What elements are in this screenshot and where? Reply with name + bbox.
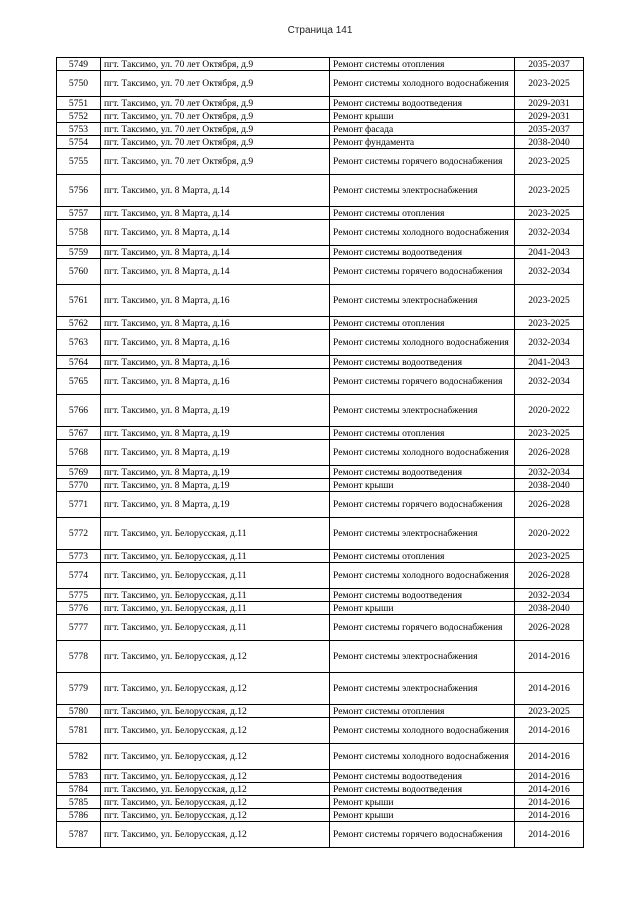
row-period: 2023-2025: [515, 149, 584, 175]
row-work-type: Ремонт системы водоотведения: [330, 466, 515, 479]
table-row: [57, 97, 584, 110]
row-work-type: Ремонт системы электроснабжения: [330, 673, 515, 705]
row-work-type: Ремонт системы водоотведения: [330, 97, 515, 110]
row-period: 2014-2016: [515, 796, 584, 809]
row-work-type: Ремонт системы горячего водоснабжения: [330, 822, 515, 848]
row-work-type: Ремонт системы горячего водоснабжения: [330, 259, 515, 285]
table-row: [57, 220, 584, 246]
row-work-type: Ремонт крыши: [330, 809, 515, 822]
row-number: 5749: [57, 58, 101, 71]
row-address: пгт. Таксимо, ул. Белорусская, д.12: [101, 673, 330, 705]
row-work-type: Ремонт системы холодного водоснабжения: [330, 330, 515, 356]
row-number: 5782: [57, 744, 101, 770]
row-address: пгт. Таксимо, ул. Белорусская, д.11: [101, 518, 330, 550]
row-number: 5783: [57, 770, 101, 783]
row-period: 2029-2031: [515, 110, 584, 123]
row-work-type: Ремонт системы отопления: [330, 427, 515, 440]
table-row: [57, 369, 584, 395]
row-period: 2014-2016: [515, 641, 584, 673]
row-number: 5768: [57, 440, 101, 466]
row-number: 5751: [57, 97, 101, 110]
table-row: [57, 58, 584, 71]
table-row: [57, 518, 584, 550]
row-address: пгт. Таксимо, ул. 8 Марта, д.16: [101, 369, 330, 395]
row-number: 5774: [57, 563, 101, 589]
row-number: 5750: [57, 71, 101, 97]
table-row: [57, 330, 584, 356]
row-number: 5776: [57, 602, 101, 615]
row-address: пгт. Таксимо, ул. Белорусская, д.11: [101, 615, 330, 641]
row-address: пгт. Таксимо, ул. Белорусская, д.12: [101, 809, 330, 822]
row-number: 5762: [57, 317, 101, 330]
row-period: 2023-2025: [515, 550, 584, 563]
row-work-type: Ремонт системы горячего водоснабжения: [330, 615, 515, 641]
row-address: пгт. Таксимо, ул. 8 Марта, д.19: [101, 427, 330, 440]
page-header: Страница 141: [287, 25, 353, 36]
row-number: 5784: [57, 783, 101, 796]
row-number: 5770: [57, 479, 101, 492]
row-work-type: Ремонт системы горячего водоснабжения: [330, 492, 515, 518]
row-address: пгт. Таксимо, ул. 8 Марта, д.19: [101, 395, 330, 427]
row-number: 5780: [57, 705, 101, 718]
row-period: 2014-2016: [515, 809, 584, 822]
row-number: 5753: [57, 123, 101, 136]
row-address: пгт. Таксимо, ул. Белорусская, д.11: [101, 602, 330, 615]
table-row: [57, 440, 584, 466]
row-work-type: Ремонт крыши: [330, 110, 515, 123]
table-row: [57, 563, 584, 589]
row-period: 2023-2025: [515, 285, 584, 317]
table-row: [57, 718, 584, 744]
row-period: 2038-2040: [515, 479, 584, 492]
row-period: 2026-2028: [515, 492, 584, 518]
table-row: [57, 783, 584, 796]
table-row: [57, 136, 584, 149]
row-work-type: Ремонт системы электроснабжения: [330, 641, 515, 673]
row-work-type: Ремонт системы холодного водоснабжения: [330, 718, 515, 744]
table-row: [57, 110, 584, 123]
row-number: 5765: [57, 369, 101, 395]
row-address: пгт. Таксимо, ул. 70 лет Октября, д.9: [101, 97, 330, 110]
row-address: пгт. Таксимо, ул. 8 Марта, д.16: [101, 285, 330, 317]
row-period: 2026-2028: [515, 563, 584, 589]
row-period: 2032-2034: [515, 259, 584, 285]
row-number: 5754: [57, 136, 101, 149]
row-period: 2029-2031: [515, 97, 584, 110]
row-number: 5755: [57, 149, 101, 175]
table-row: [57, 317, 584, 330]
row-number: 5773: [57, 550, 101, 563]
row-work-type: Ремонт крыши: [330, 479, 515, 492]
row-work-type: Ремонт системы водоотведения: [330, 356, 515, 369]
table-row: [57, 641, 584, 673]
row-period: 2041-2043: [515, 246, 584, 259]
row-number: 5777: [57, 615, 101, 641]
row-period: 2020-2022: [515, 395, 584, 427]
row-work-type: Ремонт системы холодного водоснабжения: [330, 744, 515, 770]
row-work-type: Ремонт системы отопления: [330, 207, 515, 220]
row-address: пгт. Таксимо, ул. 8 Марта, д.19: [101, 466, 330, 479]
row-address: пгт. Таксимо, ул. 70 лет Октября, д.9: [101, 58, 330, 71]
row-number: 5779: [57, 673, 101, 705]
row-work-type: Ремонт системы электроснабжения: [330, 285, 515, 317]
row-address: пгт. Таксимо, ул. 70 лет Октября, д.9: [101, 136, 330, 149]
row-address: пгт. Таксимо, ул. 8 Марта, д.19: [101, 492, 330, 518]
row-number: 5775: [57, 589, 101, 602]
table-row: [57, 492, 584, 518]
table-row: [57, 246, 584, 259]
row-address: пгт. Таксимо, ул. 8 Марта, д.14: [101, 175, 330, 207]
row-address: пгт. Таксимо, ул. 8 Марта, д.16: [101, 317, 330, 330]
row-period: 2014-2016: [515, 783, 584, 796]
row-work-type: Ремонт системы холодного водоснабжения: [330, 71, 515, 97]
row-address: пгт. Таксимо, ул. 8 Марта, д.14: [101, 259, 330, 285]
table-body: [57, 58, 584, 848]
row-number: 5760: [57, 259, 101, 285]
row-address: пгт. Таксимо, ул. 70 лет Октября, д.9: [101, 110, 330, 123]
row-number: 5763: [57, 330, 101, 356]
row-period: 2014-2016: [515, 744, 584, 770]
row-number: 5785: [57, 796, 101, 809]
row-address: пгт. Таксимо, ул. 70 лет Октября, д.9: [101, 123, 330, 136]
row-work-type: Ремонт системы водоотведения: [330, 770, 515, 783]
row-address: пгт. Таксимо, ул. 70 лет Октября, д.9: [101, 71, 330, 97]
row-address: пгт. Таксимо, ул. Белорусская, д.11: [101, 563, 330, 589]
row-number: 5772: [57, 518, 101, 550]
row-number: 5759: [57, 246, 101, 259]
row-work-type: Ремонт системы холодного водоснабжения: [330, 440, 515, 466]
row-period: 2032-2034: [515, 220, 584, 246]
row-number: 5757: [57, 207, 101, 220]
row-address: пгт. Таксимо, ул. 70 лет Октября, д.9: [101, 149, 330, 175]
row-work-type: Ремонт системы отопления: [330, 550, 515, 563]
row-address: пгт. Таксимо, ул. 8 Марта, д.19: [101, 440, 330, 466]
row-work-type: Ремонт системы горячего водоснабжения: [330, 369, 515, 395]
row-period: 2032-2034: [515, 466, 584, 479]
row-work-type: Ремонт системы водоотведения: [330, 246, 515, 259]
row-number: 5761: [57, 285, 101, 317]
row-address: пгт. Таксимо, ул. 8 Марта, д.14: [101, 220, 330, 246]
table-row: [57, 615, 584, 641]
table-row: [57, 809, 584, 822]
table-row: [57, 744, 584, 770]
row-period: 2023-2025: [515, 207, 584, 220]
row-number: 5778: [57, 641, 101, 673]
row-number: 5756: [57, 175, 101, 207]
row-work-type: Ремонт системы водоотведения: [330, 783, 515, 796]
row-period: 2023-2025: [515, 175, 584, 207]
row-period: 2026-2028: [515, 615, 584, 641]
row-work-type: Ремонт системы электроснабжения: [330, 518, 515, 550]
row-period: 2014-2016: [515, 770, 584, 783]
table-row: [57, 71, 584, 97]
row-number: 5786: [57, 809, 101, 822]
row-address: пгт. Таксимо, ул. Белорусская, д.12: [101, 744, 330, 770]
row-address: пгт. Таксимо, ул. Белорусская, д.11: [101, 589, 330, 602]
table-row: [57, 356, 584, 369]
row-period: 2032-2034: [515, 369, 584, 395]
table-row: [57, 589, 584, 602]
row-period: 2023-2025: [515, 705, 584, 718]
row-period: 2014-2016: [515, 718, 584, 744]
row-work-type: Ремонт системы отопления: [330, 705, 515, 718]
row-address: пгт. Таксимо, ул. Белорусская, д.12: [101, 796, 330, 809]
row-number: 5758: [57, 220, 101, 246]
row-number: 5766: [57, 395, 101, 427]
table-row: [57, 479, 584, 492]
table-row: [57, 285, 584, 317]
table-row: [57, 770, 584, 783]
table-row: [57, 259, 584, 285]
row-number: 5771: [57, 492, 101, 518]
row-work-type: Ремонт фундамента: [330, 136, 515, 149]
row-period: 2023-2025: [515, 427, 584, 440]
row-address: пгт. Таксимо, ул. Белорусская, д.12: [101, 705, 330, 718]
row-number: 5764: [57, 356, 101, 369]
row-period: 2023-2025: [515, 317, 584, 330]
row-address: пгт. Таксимо, ул. Белорусская, д.11: [101, 550, 330, 563]
row-address: пгт. Таксимо, ул. Белорусская, д.12: [101, 718, 330, 744]
row-period: 2014-2016: [515, 822, 584, 848]
table-row: [57, 673, 584, 705]
row-period: 2032-2034: [515, 589, 584, 602]
row-work-type: Ремонт системы электроснабжения: [330, 395, 515, 427]
row-work-type: Ремонт системы отопления: [330, 317, 515, 330]
table-row: [57, 175, 584, 207]
row-address: пгт. Таксимо, ул. 8 Марта, д.14: [101, 246, 330, 259]
row-number: 5769: [57, 466, 101, 479]
row-period: 2023-2025: [515, 71, 584, 97]
row-number: 5787: [57, 822, 101, 848]
table-row: [57, 427, 584, 440]
row-period: 2038-2040: [515, 602, 584, 615]
row-work-type: Ремонт системы водоотведения: [330, 589, 515, 602]
row-address: пгт. Таксимо, ул. 8 Марта, д.19: [101, 479, 330, 492]
row-work-type: Ремонт крыши: [330, 602, 515, 615]
row-work-type: Ремонт фасада: [330, 123, 515, 136]
row-work-type: Ремонт системы холодного водоснабжения: [330, 220, 515, 246]
row-address: пгт. Таксимо, ул. 8 Марта, д.16: [101, 330, 330, 356]
row-address: пгт. Таксимо, ул. Белорусская, д.12: [101, 822, 330, 848]
row-work-type: Ремонт системы горячего водоснабжения: [330, 149, 515, 175]
row-work-type: Ремонт крыши: [330, 796, 515, 809]
row-period: 2026-2028: [515, 440, 584, 466]
table-row: [57, 395, 584, 427]
row-period: 2020-2022: [515, 518, 584, 550]
table-row: [57, 602, 584, 615]
row-period: 2014-2016: [515, 673, 584, 705]
row-address: пгт. Таксимо, ул. Белорусская, д.12: [101, 783, 330, 796]
row-address: пгт. Таксимо, ул. 8 Марта, д.14: [101, 207, 330, 220]
table-row: [57, 705, 584, 718]
row-address: пгт. Таксимо, ул. 8 Марта, д.16: [101, 356, 330, 369]
row-work-type: Ремонт системы отопления: [330, 58, 515, 71]
row-period: 2041-2043: [515, 356, 584, 369]
row-number: 5767: [57, 427, 101, 440]
row-address: пгт. Таксимо, ул. Белорусская, д.12: [101, 641, 330, 673]
table-row: [57, 149, 584, 175]
row-number: 5752: [57, 110, 101, 123]
row-period: 2035-2037: [515, 123, 584, 136]
row-work-type: Ремонт системы электроснабжения: [330, 175, 515, 207]
row-address: пгт. Таксимо, ул. Белорусская, д.12: [101, 770, 330, 783]
row-number: 5781: [57, 718, 101, 744]
table-row: [57, 550, 584, 563]
repair-schedule-table: [56, 57, 584, 848]
table-row: [57, 207, 584, 220]
row-period: 2038-2040: [515, 136, 584, 149]
table-row: [57, 123, 584, 136]
table-row: [57, 796, 584, 809]
row-work-type: Ремонт системы холодного водоснабжения: [330, 563, 515, 589]
table-row: [57, 822, 584, 848]
row-period: 2035-2037: [515, 58, 584, 71]
row-period: 2032-2034: [515, 330, 584, 356]
table-row: [57, 466, 584, 479]
